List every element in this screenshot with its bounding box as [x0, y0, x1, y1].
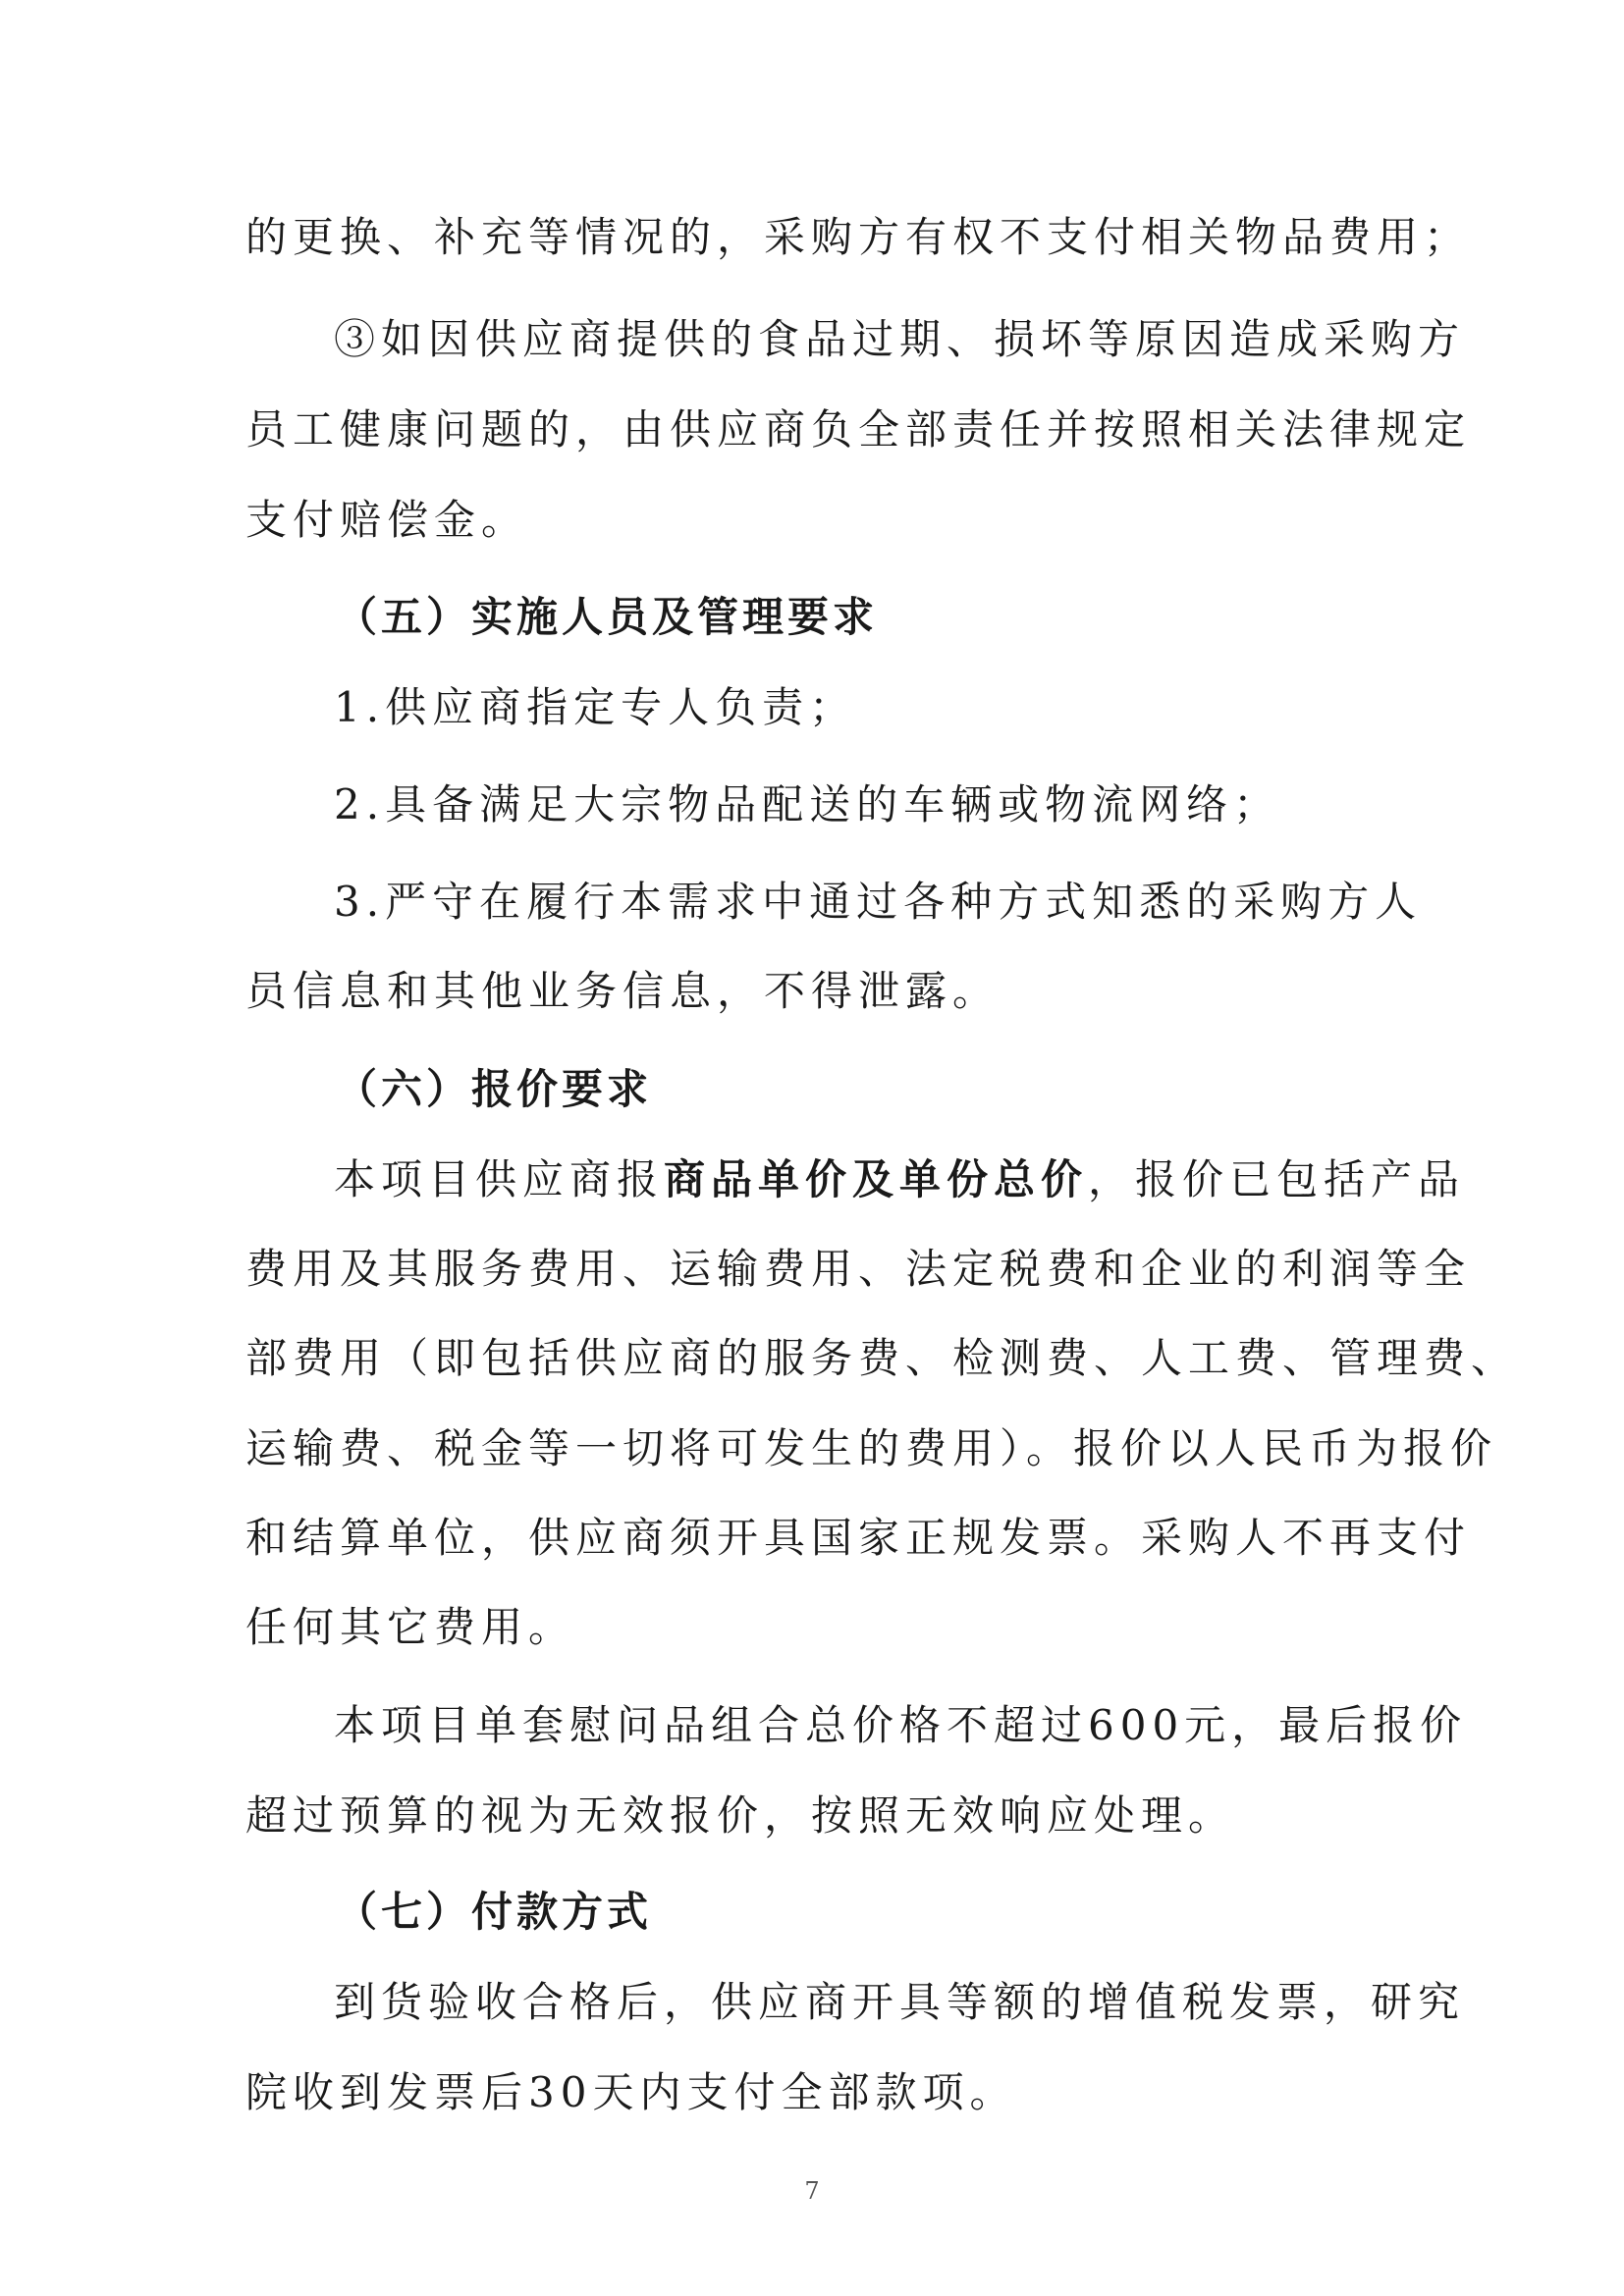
- list-item: 2.具备满足大宗物品配送的车辆或物流网络；: [334, 780, 1281, 828]
- body-line: 员工健康问题的，由供应商负全部责任并按照相关法律规定: [245, 405, 1472, 454]
- list-item: 1.供应商指定专人负责；: [334, 683, 857, 731]
- body-line: ③如因供应商提供的食品过期、损坏等原因造成采购方: [334, 315, 1466, 363]
- body-line: 和结算单位，供应商须开具国家正规发票。采购人不再支付: [245, 1514, 1472, 1562]
- quote-requirement-line: [0, 1155, 1624, 1204]
- body-line: 运输费、税金等一切将可发生的费用）。报价以人民币为报价: [245, 1424, 1498, 1472]
- text-run: ，报价已包括产品: [1088, 1155, 1466, 1203]
- page-number: 7: [804, 2177, 820, 2205]
- body-line: 的更换、补充等情况的，采购方有权不支付相关物品费用；: [245, 213, 1472, 261]
- list-item: 3.严守在履行本需求中通过各种方式知悉的采购方人: [334, 878, 1423, 926]
- body-line: 超过预算的视为无效报价，按照无效响应处理。: [245, 1791, 1236, 1840]
- body-line: 支付赔偿金。: [245, 496, 529, 544]
- text-run: 本项目供应商报: [334, 1155, 665, 1203]
- body-line: 院收到发票后30天内支付全部款项。: [245, 2068, 1017, 2116]
- body-line: 部费用（即包括供应商的服务费、检测费、人工费、管理费、: [245, 1334, 1519, 1382]
- body-line: 本项目单套慰问品组合总价格不超过600元，最后报价: [334, 1701, 1468, 1749]
- section-heading-six: （六）报价要求: [336, 1065, 653, 1113]
- section-heading-seven: （七）付款方式: [336, 1888, 653, 1936]
- section-heading-five: （五）实施人员及管理要求: [336, 593, 879, 641]
- body-line: 到货验收合格后，供应商开具等额的增值税发票，研究: [334, 1978, 1466, 2026]
- body-line: 任何其它费用。: [245, 1603, 576, 1651]
- bold-phrase: 商品单价及单份总价: [664, 1155, 1089, 1203]
- body-line: 员信息和其他业务信息，不得泄露。: [245, 967, 1001, 1015]
- body-line: 费用及其服务费用、运输费用、法定税费和企业的利润等全: [245, 1245, 1472, 1293]
